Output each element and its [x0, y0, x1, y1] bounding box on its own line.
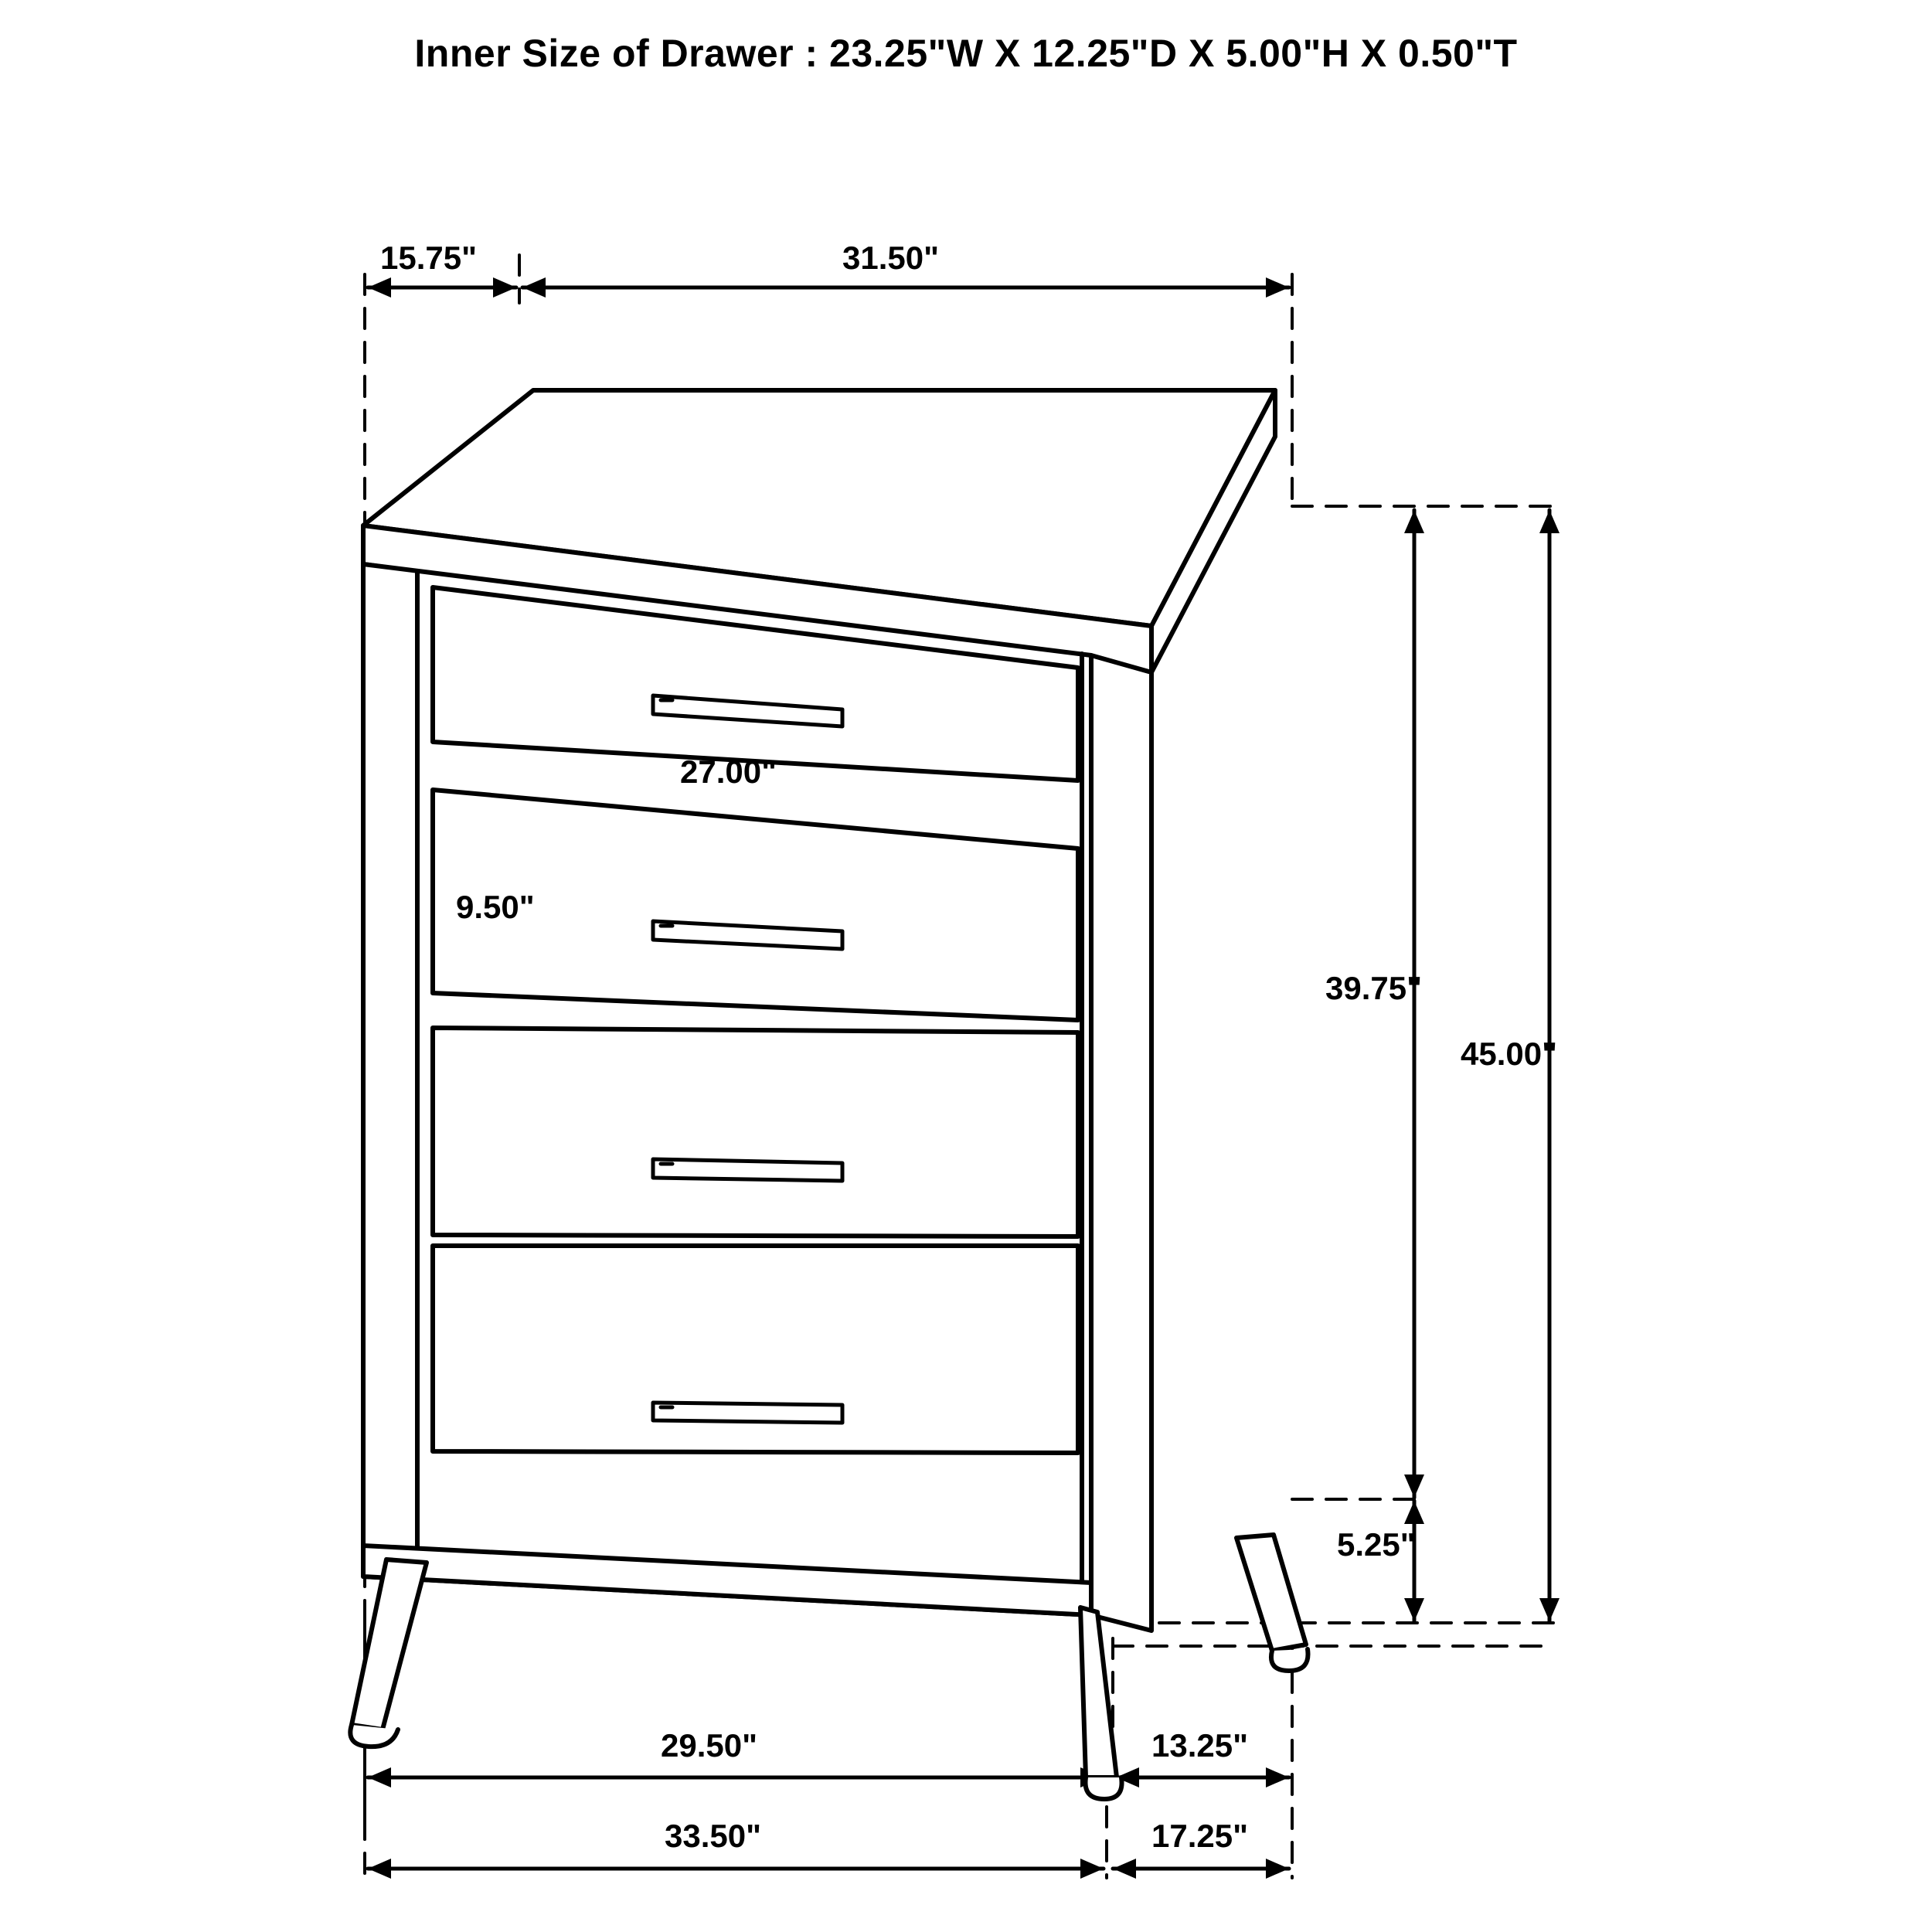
chest-body [363, 390, 1275, 1631]
dimension-base-side-depth: 13.25" [1151, 1727, 1249, 1764]
dimension-overall-height: 45.00" [1461, 1036, 1558, 1072]
dimension-base-front-width: 29.50" [661, 1727, 758, 1764]
dimension-overall-side-depth: 17.25" [1151, 1818, 1249, 1854]
page-title: Inner Size of Drawer : 23.25"W X 12.25"D X 5.00"H X 0.50"T [414, 32, 1518, 75]
dimension-body-height: 39.75" [1325, 970, 1423, 1006]
dimension-drawer-inner-width: 27.00" [680, 753, 777, 790]
dimension-drawer-face-height: 9.50" [456, 889, 535, 925]
dimension-top-width: 31.50" [842, 240, 940, 276]
dimension-leg-height: 5.25" [1337, 1526, 1416, 1563]
dimension-overall-front-width: 33.50" [665, 1818, 762, 1854]
dimension-top-depth: 15.75" [380, 240, 478, 276]
